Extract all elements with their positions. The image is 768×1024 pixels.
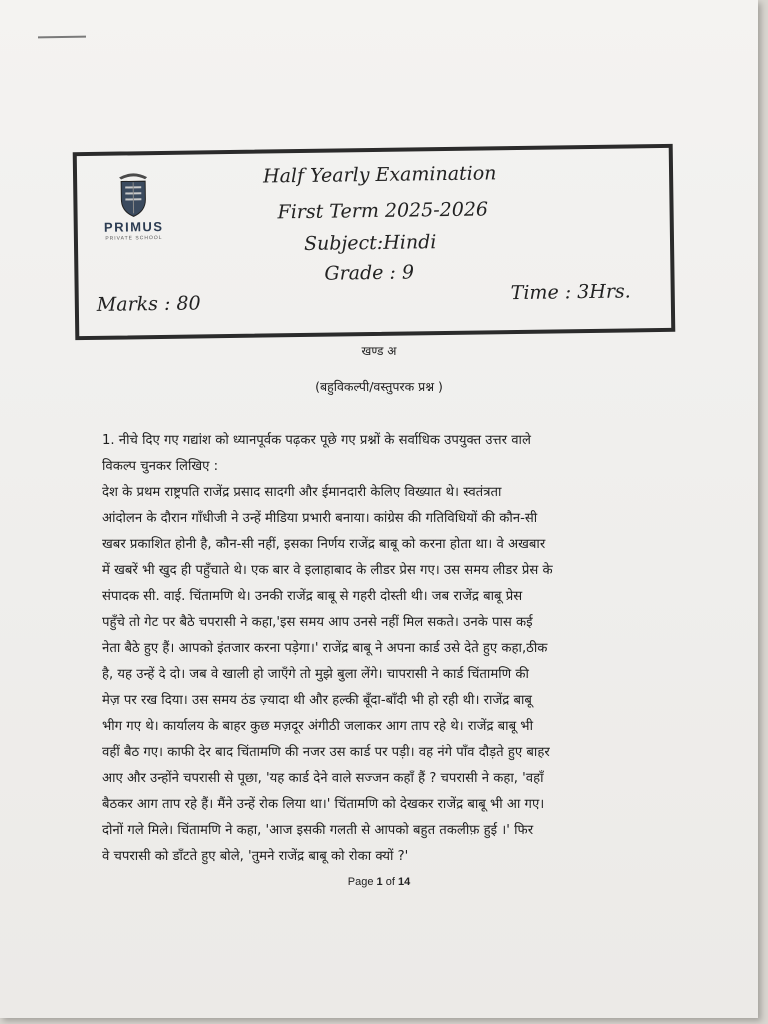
exam-header-box bbox=[73, 144, 676, 340]
page-current: 1 bbox=[376, 876, 383, 888]
passage-line: वहीं बैठ गए। काफी देर बाद चिंतामणि की नजर उस कार्ड पर पड़ी। वह नंगे पाँव दौड़ते हुए बाहर bbox=[102, 745, 550, 760]
passage-line: है, यह उन्हें दे दो। जब वे खाली हो जाएँगे तो मुझे बुला लेंगे। चापरासी ने कार्ड चिंतामणि की bbox=[102, 667, 529, 682]
passage-line: नेता बैठे हुए हैं। आपको इंतजार करना पड़ेगा।' राजेंद्र बाबू ने अपना कार्ड उसे देते हुए कहा,ठीक bbox=[102, 641, 548, 656]
passage-line: खबर प्रकाशित होनी है, कौन-सी नहीं, इसका निर्णय राजेंद्र बाबू को करना होता था। वे अखबार bbox=[102, 537, 546, 552]
school-logo bbox=[93, 169, 174, 240]
passage-line: भीग गए थे। कार्यालय के बाहर कुछ मज़दूर अंगीठी जलाकर आग ताप रहे थे। राजेंद्र बाबू भी bbox=[102, 719, 533, 734]
instruction-line: विकल्प चुनकर लिखिए : bbox=[102, 459, 219, 474]
passage-line: आए और उन्होंने चपरासी से पूछा, 'यह कार्ड देने वाले सज्जन कहाँ हैं ? चपरासी ने कहा, 'वहाँ bbox=[102, 771, 544, 786]
exam-marks: Marks : 80 bbox=[96, 292, 201, 316]
passage-line: में खबरें भी खुद ही पहुँचाते थे। एक बार वे इलाहाबाद के लीडर प्रेस गए। उस समय लीडर प्रेस के bbox=[102, 563, 553, 578]
school-name: PRIMUS bbox=[103, 218, 164, 235]
page-total: 14 bbox=[397, 876, 411, 888]
passage-line: आंदोलन के दौरान गाँधीजी ने उन्हें मीडिया प्रभारी बनाया। कांग्रेस की गतिविधियों की कौन-सी bbox=[102, 511, 538, 526]
instruction-line: 1. नीचे दिए गए गद्यांश को ध्यानपूर्वक पढ़कर पूछे गए प्रश्नों के सर्वाधिक उपयुक्त उत्तर वाले bbox=[102, 433, 531, 448]
passage-line: वे चपरासी को डाँटते हुए बोले, 'तुमने राजेंद्र बाबू को रोका क्यों ?' bbox=[102, 849, 409, 864]
pencil-mark bbox=[38, 36, 86, 39]
passage-line: संपादक सी. वाई. चिंतामणि थे। उनकी राजेंद्र बाबू से गहरी दोस्ती थी। जब राजेंद्र बाबू प्रेस bbox=[102, 589, 523, 604]
exam-grade: Grade : 9 bbox=[324, 261, 415, 285]
exam-term: First Term 2025-2026 bbox=[277, 198, 489, 224]
passage-line: देश के प्रथम राष्ट्रपति राजेंद्र प्रसाद सादगी और ईमानदारी केलिए विख्यात थे। स्वतंत्रता bbox=[102, 485, 502, 500]
exam-subject: Subject:Hindi bbox=[303, 231, 437, 255]
passage-line: मेज़ पर रख दिया। उस समय ठंड ज़्यादा थी और हल्की बूँदा-बाँदी भी हो रही थी। राजेंद्र बाबू bbox=[102, 693, 532, 708]
school-subtitle: PRIVATE SCHOOL bbox=[105, 234, 163, 242]
passage-line: बैठकर आग ताप रहे हैं। मैंने उन्हें रोक लिया था।' चिंतामणि को देखकर राजेंद्र बाबू भी आ गए। bbox=[102, 797, 545, 812]
page-of-word: of bbox=[385, 876, 395, 888]
passage-line: पहुँचे तो गेट पर बैठे चपरासी ने कहा,'इस समय आप उनसे नहीं मिल सकते। उनके पास कई bbox=[102, 615, 533, 630]
exam-time: Time : 3Hrs. bbox=[510, 280, 631, 305]
passage-line: दोनों गले मिले। चिंतामणि ने कहा, 'आज इसकी गलती से आपको बहुत तकलीफ़ हुई ।' फिर bbox=[102, 823, 534, 838]
exam-title: Half Yearly Examination bbox=[262, 162, 497, 188]
section-subtitle: (बहुविकल्पी/वस्तुपरक प्रश्न ) bbox=[315, 379, 443, 394]
section-title: खण्ड अ bbox=[361, 344, 397, 358]
page-footer bbox=[0, 876, 758, 888]
page-word: Page bbox=[347, 876, 374, 888]
school-shield-icon bbox=[115, 169, 152, 217]
